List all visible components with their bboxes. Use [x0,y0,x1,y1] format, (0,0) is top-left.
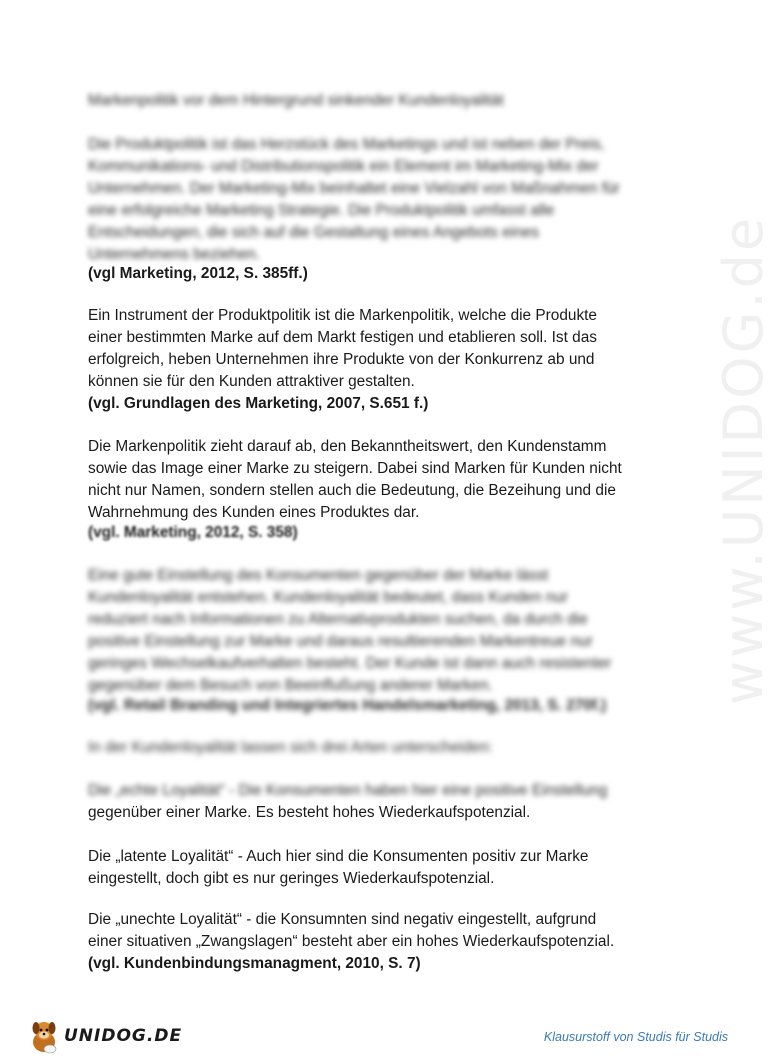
unidog-logo[interactable] [24,1016,183,1056]
footer-tagline: Klausurstoff von Studis für Studis [543,1030,728,1044]
para1-line: Entscheidungen, die sich auf die Gestaltung eines Angebots eines [88,224,539,241]
para4-line: reduziert nach Informationen zu Alternativprodukten suchen, da durch die [88,611,588,628]
loyalty-item-3-line: einer situativen „Zwangslagen“ besteht aber ein hohes Wiederkaufspotenzial. [88,933,615,950]
para1-line: Unternehmens beziehen. [88,246,260,263]
para2-line: einer bestimmten Marke auf dem Markt festigen und etablieren soll. Ist das [88,329,597,346]
para3-line: Wahrnehmung des Kunden eines Produktes dar. [88,504,420,521]
loyalty-item-2-line: Die „latente Loyalität“ - Auch hier sind die Konsumenten positiv zur Marke [88,848,589,865]
para4-line: geringes Wechselkaufverhalten besteht. Der Kunde ist dann auch resistenter [88,655,612,672]
citation-5: (vgl. Kundenbindungsmanagment, 2010, S. 7) [88,955,421,972]
loyalty-item-3-line: Die „unechte Loyalität“ - die Konsumnten sind negativ eingestellt, aufgrund [88,911,597,928]
para1-line: Kommunikations- und Distributionspolitik ein Element im Marketing-Mix der [88,158,599,175]
para1-line: eine erfolgreiche Marketing Strategie. Die Produktpolitik umfasst alle [88,202,555,219]
para4-line: Kundenloyalität entstehen. Kundenloyalität bedeutet, dass Kunden nur [88,589,569,606]
para3-line: nicht nur Namen, sondern stellen auch die Bedeutung, die Bezeihung und die [88,482,616,499]
para3-line: Die Markenpolitik zieht darauf ab, den Bekanntheitswert, den Kundenstamm [88,438,607,455]
para2-line: Ein Instrument der Produktpolitik ist die Markenpolitik, welche die Produkte [88,307,597,324]
para4-line: gegenüber dem Besuch von Beeinflußung anderer Marken. [88,677,493,694]
logo-text: UNIDOG.DE [64,1026,183,1046]
document-title: Markenpolitik vor dem Hintergrund sinkender Kundenloyalität [88,92,504,109]
para4-line: Eine gute Einstellung des Konsumenten gegenüber der Marke lässt [88,567,549,584]
citation-4: (vgl. Retail Branding und Integriertes Handelsmarketing, 2013, S. 270f.) [88,697,607,714]
citation-3: (vgl. Marketing, 2012, S. 358) [88,524,298,541]
para1-line: Die Produktpolitik ist das Herzstück des Marketings und ist neben der Preis, [88,136,605,153]
loyalty-item-2-line: eingestellt, doch gibt es nur geringes Wiederkaufspotenzial. [88,870,495,887]
dog-icon [24,1016,64,1056]
watermark: www.UNIDOG.de [712,214,775,705]
para2-line: erfolgreich, heben Unternehmen ihre Produkte von der Konkurrenz ab und [88,351,595,368]
loyalty-item-1-line: Die „echte Loyalität“ - Die Konsumenten haben hier eine positive Einstellung [88,782,608,799]
para3-line: sowie das Image einer Marke zu steigern. Dabei sind Marken für Kunden nicht [88,460,622,477]
citation-2: (vgl. Grundlagen des Marketing, 2007, S.651 f.) [88,395,429,412]
citation-1: (vgl Marketing, 2012, S. 385ff.) [88,265,308,282]
loyalty-item-1-line: gegenüber einer Marke. Es besteht hohes Wiederkaufspotenzial. [88,804,531,821]
para5-line: In der Kundenloyalität lassen sich drei Arten unterscheiden: [88,739,493,756]
para4-line: positive Einstellung zur Marke und daraus resultierenden Markentreue nur [88,633,593,650]
para2-line: können sie für den Kunden attraktiver gestalten. [88,373,415,390]
para1-line: Unternehmen. Der Marketing-Mix beinhaltet eine Vielzahl von Maßnahmen für [88,180,620,197]
